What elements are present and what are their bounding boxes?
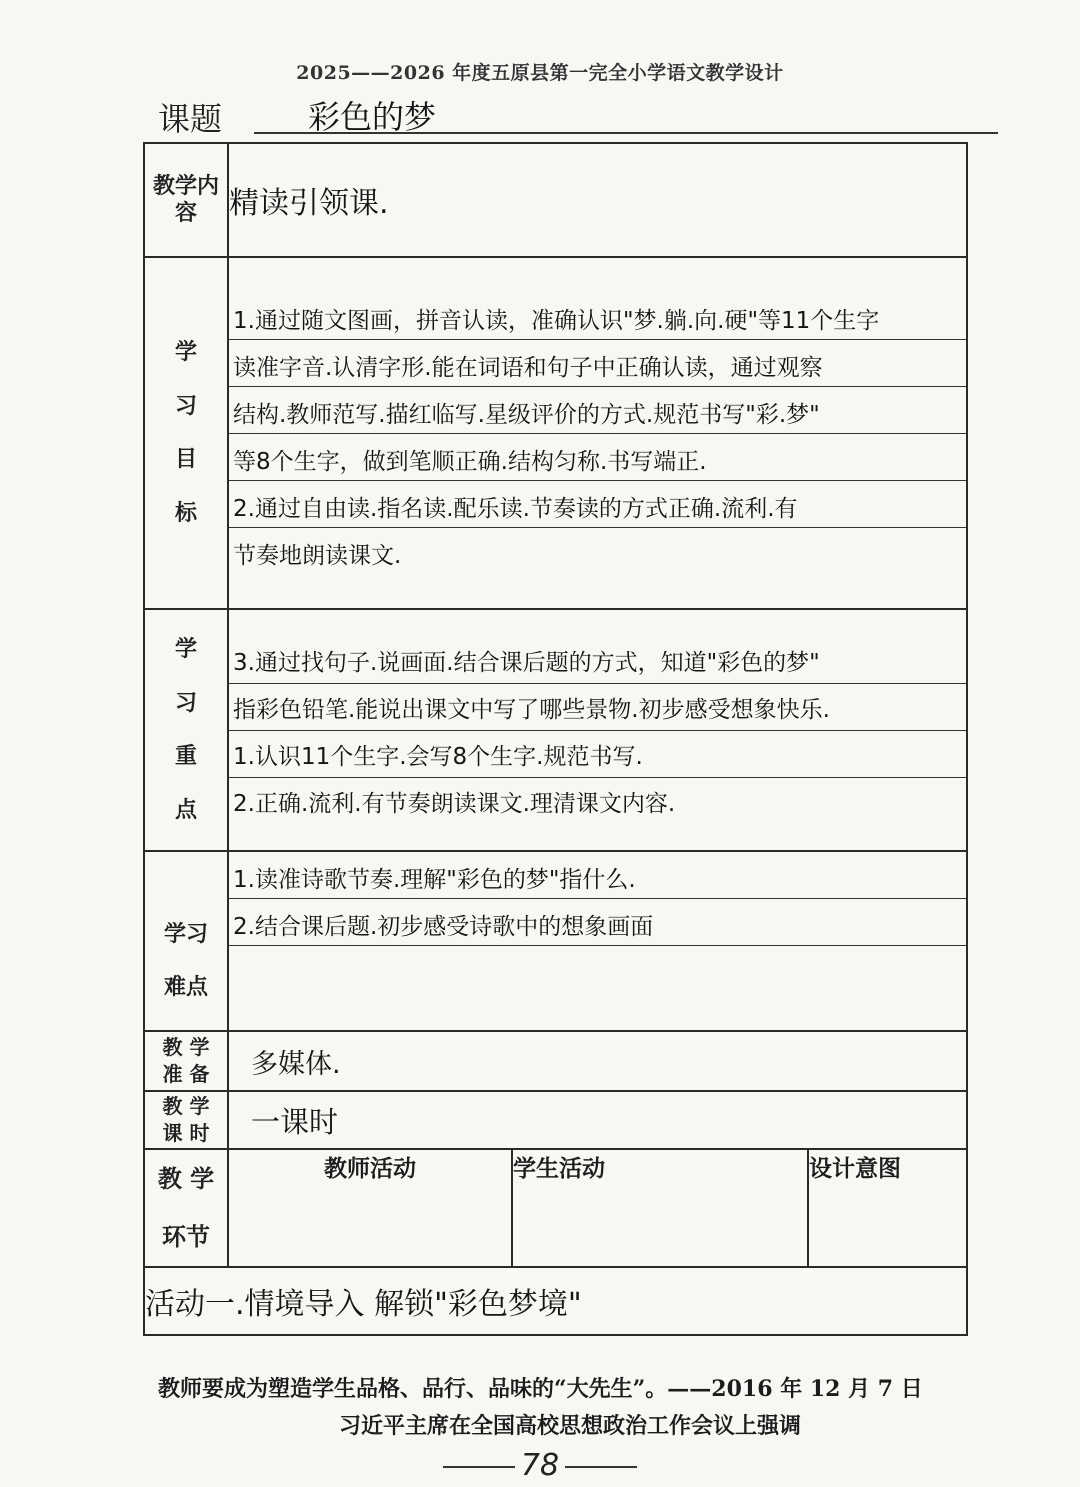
keypoints-label <box>144 609 228 851</box>
objectives-label-char: 目 <box>174 446 197 472</box>
keypoints-label-char: 学 <box>174 636 197 662</box>
teacher-activity-header: 教师活动 <box>228 1149 512 1267</box>
objectives-row <box>144 257 967 609</box>
process-label-part: 环节 <box>162 1222 210 1251</box>
objective-line: 1.通过随文图画，拼音认读，准确认识"梦.躺.向.硬"等11个生字 <box>229 293 966 340</box>
difficulties-label-part: 难点 <box>163 974 208 1000</box>
keypoint-line: 3.通过找句子.说画面.结合课后题的方式，知道"彩色的梦" <box>229 637 966 684</box>
footer-source: 习近平主席在全国高校思想政治工作会议上强调 <box>338 1413 801 1439</box>
activity-one-text: 活动一.情境导入 解锁"彩色梦境" <box>145 1287 582 1322</box>
preparation-label: 教 学 准 备 <box>144 1031 228 1091</box>
keypoints-label-char: 点 <box>174 796 197 823</box>
difficulty-line: 1.读准诗歌节奏.理解"彩色的梦"指什么. <box>229 852 966 899</box>
difficulty-line: 2.结合课后题.初步感受诗歌中的想象画面 <box>229 899 966 946</box>
objective-line: 等8个生字，做到笔顺正确.结构匀称.书写端正. <box>229 434 966 481</box>
footer-quote: 教师要成为塑造学生品格、品行、品味的“大先生”。——2016 年 12 月 7 日 <box>158 1376 923 1402</box>
page-number: 78 <box>0 1448 1080 1483</box>
lesson-label: 课题 <box>158 100 223 138</box>
objectives-label-char: 学 <box>174 339 197 365</box>
lesson-plan-table <box>143 142 968 1336</box>
duration-row <box>144 1091 967 1149</box>
objectives-label-char: 标 <box>174 499 197 526</box>
duration-label: 教 学 课 时 <box>144 1091 228 1149</box>
process-label-part: 教 学 <box>157 1164 215 1193</box>
objectives-label <box>144 257 228 609</box>
objective-line: 2.通过自由读.指名读.配乐读.节奏读的方式正确.流利.有 <box>229 481 966 528</box>
keypoints-lines <box>228 609 967 851</box>
activity-row <box>144 1267 967 1335</box>
objectives-label-char: 习 <box>174 392 197 419</box>
objective-line: 读准字音.认清字形.能在词语和句子中正确认读，通过观察 <box>229 340 966 387</box>
keypoints-row <box>144 609 967 851</box>
student-activity-header: 学生活动 <box>512 1149 808 1267</box>
preparation-row <box>144 1031 967 1091</box>
objective-line: 结构.教师范写.描红临写.星级评价的方式.规范书写"彩.梦" <box>229 387 966 434</box>
keypoint-line: 指彩色铅笔.能说出课文中写了哪些景物.初步感受想象快乐. <box>229 684 966 731</box>
lesson-title-row <box>158 92 998 138</box>
keypoint-line: 2.正确.流利.有节奏朗读课文.理清课文内容. <box>233 790 676 817</box>
difficulties-label-part: 学习 <box>163 920 208 947</box>
objective-line: 节奏地朗读课文. <box>233 542 402 569</box>
difficulties-label <box>144 851 228 1031</box>
lesson-value: 彩色的梦 <box>308 98 437 136</box>
duration-value: 一课时 <box>228 1091 967 1149</box>
document-header: 2025——2026 年度五原县第一完全小学语文教学设计 <box>296 62 784 84</box>
keypoints-label-char: 习 <box>174 689 197 716</box>
process-label <box>144 1149 228 1267</box>
content-value: 精读引领课. <box>228 143 967 257</box>
content-label: 教学内容 <box>144 143 228 257</box>
keypoint-line: 1.认识11个生字.会写8个生字.规范书写. <box>229 731 966 778</box>
objectives-lines <box>228 257 967 609</box>
keypoints-label-char: 重 <box>174 743 197 769</box>
process-header-row <box>144 1149 967 1267</box>
preparation-value: 多媒体. <box>228 1031 967 1091</box>
lesson-underline <box>254 132 998 134</box>
content-row <box>144 143 967 257</box>
activity-cell <box>144 1267 967 1335</box>
difficulties-lines <box>228 851 967 1031</box>
design-intent-header: 设计意图 <box>808 1149 967 1267</box>
difficulties-row <box>144 851 967 1031</box>
